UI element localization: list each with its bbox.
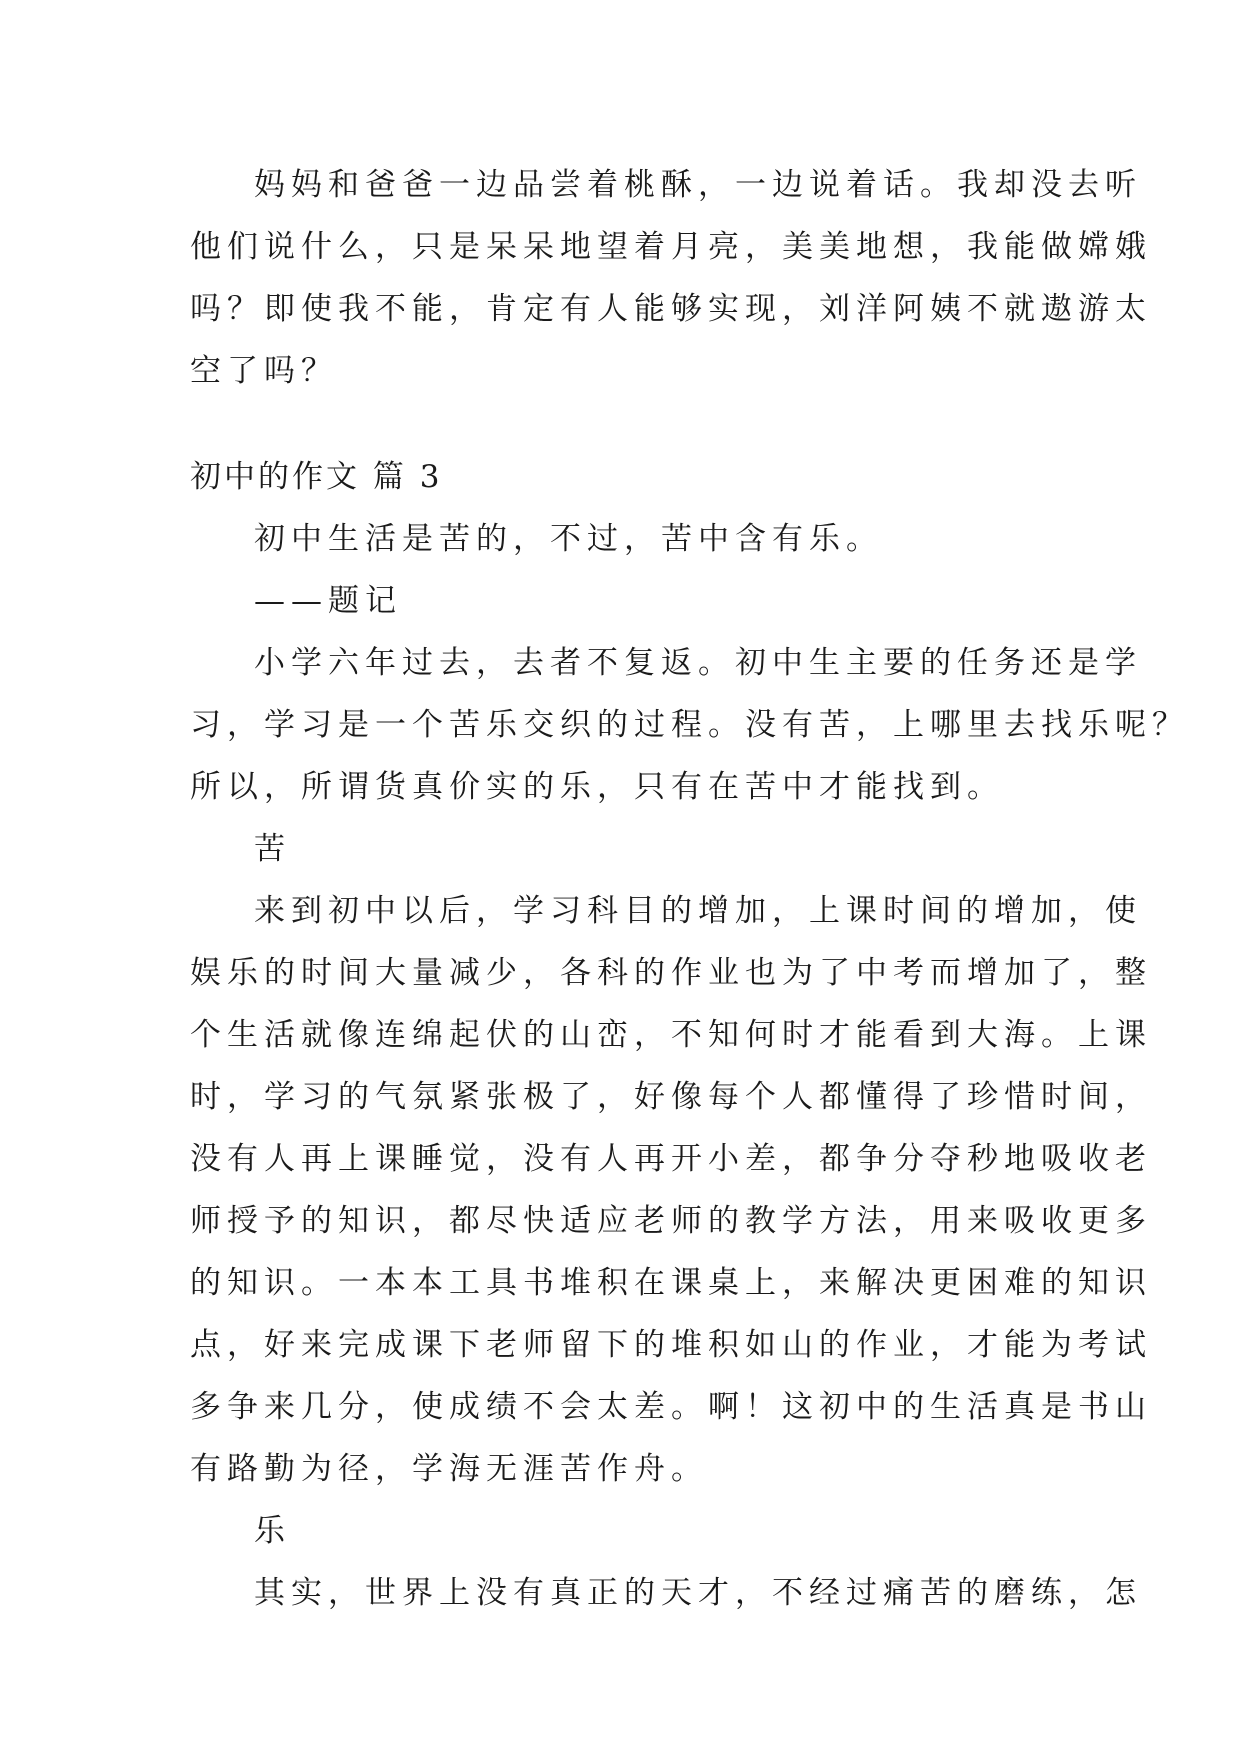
paragraph-line: 的知识。一本本工具书堆积在课桌上，来解决更困难的知识 <box>190 1265 1152 1301</box>
subheading-ku: 苦 <box>254 831 291 867</box>
paragraph-line: 来到初中以后，学习科目的增加，上课时间的增加，使 <box>254 893 1142 929</box>
paragraph-line: 没有人再上课睡觉，没有人再开小差，都争分夺秒地吸收老 <box>190 1141 1152 1177</box>
paragraph-line: 娱乐的时间大量减少，各科的作业也为了中考而增加了，整 <box>190 955 1152 991</box>
section-heading: 初中的作文 篇 3 <box>190 459 443 495</box>
paragraph-line: 个生活就像连绵起伏的山峦，不知何时才能看到大海。上课 <box>190 1017 1152 1053</box>
subheading-le: 乐 <box>254 1513 291 1549</box>
paragraph-line: 其实，世界上没有真正的天才，不经过痛苦的磨练，怎 <box>254 1575 1142 1611</box>
paragraph-line: 小学六年过去，去者不复返。初中生主要的任务还是学 <box>254 645 1142 681</box>
paragraph-line: 空了吗？ <box>190 353 338 389</box>
paragraph-line: 师授予的知识，都尽快适应老师的教学方法，用来吸收更多 <box>190 1203 1152 1239</box>
paragraph-line: 时，学习的气氛紧张极了，好像每个人都懂得了珍惜时间， <box>190 1079 1152 1115</box>
paragraph-line: 他们说什么，只是呆呆地望着月亮，美美地想，我能做嫦娥 <box>190 229 1152 265</box>
paragraph-line: 习，学习是一个苦乐交织的过程。没有苦，上哪里去找乐呢？ <box>190 707 1189 743</box>
paragraph-line: 有路勤为径，学海无涯苦作舟。 <box>190 1451 708 1487</box>
paragraph-line: 初中生活是苦的，不过，苦中含有乐。 <box>254 521 883 557</box>
inscription-line: ——题记 <box>254 583 402 619</box>
paragraph-line: 所以，所谓货真价实的乐，只有在苦中才能找到。 <box>190 769 1004 805</box>
paragraph-line: 多争来几分，使成绩不会太差。啊！这初中的生活真是书山 <box>190 1389 1152 1425</box>
paragraph-line: 妈妈和爸爸一边品尝着桃酥，一边说着话。我却没去听 <box>254 167 1142 203</box>
paragraph-line: 点，好来完成课下老师留下的堆积如山的作业，才能为考试 <box>190 1327 1152 1363</box>
paragraph-line: 吗？即使我不能，肯定有人能够实现，刘洋阿姨不就遨游太 <box>190 291 1152 327</box>
